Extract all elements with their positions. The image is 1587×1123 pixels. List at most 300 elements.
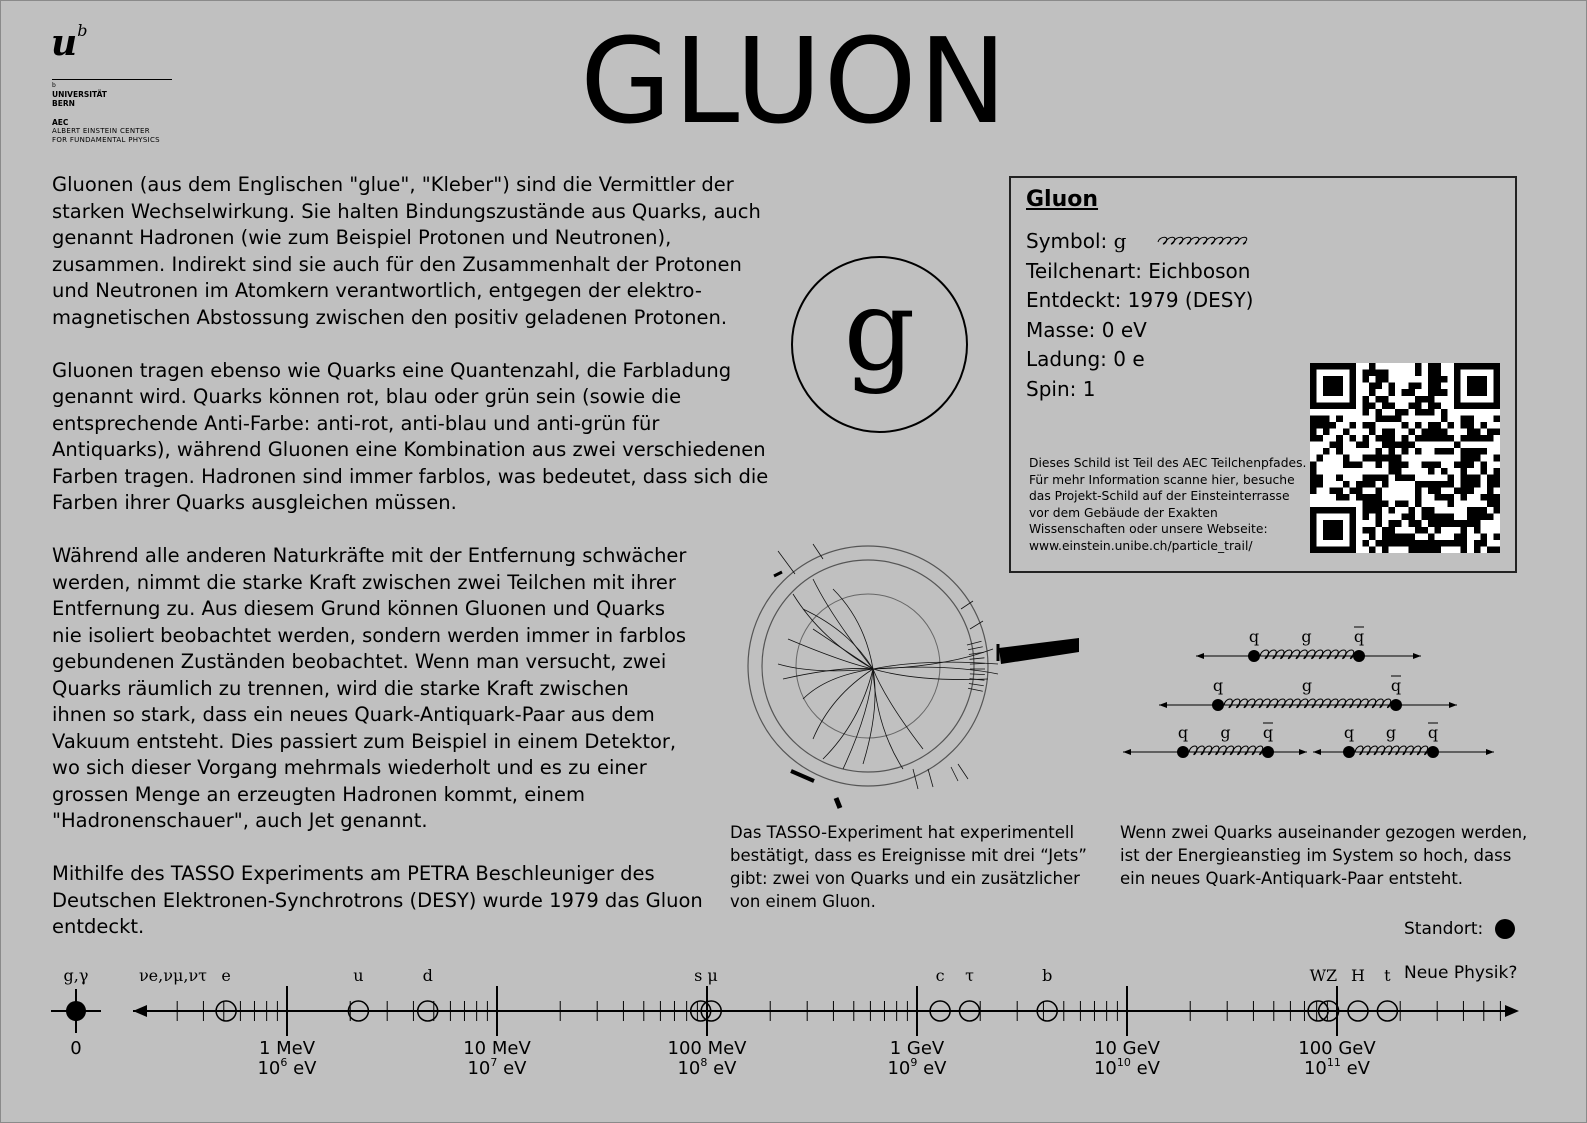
calorimeter-spike (970, 674, 985, 675)
power-label: $10^6$ eV (257, 1056, 317, 1079)
qr-module (1493, 494, 1500, 501)
qr-module (1415, 383, 1422, 390)
qr-module (1428, 389, 1435, 396)
qr-module (1408, 429, 1415, 436)
qr-module (1395, 442, 1402, 449)
qr-module (1395, 474, 1402, 481)
qr-module (1421, 429, 1428, 436)
qr-module (1356, 494, 1363, 501)
qr-module (1415, 402, 1422, 409)
qr-module (1493, 474, 1500, 481)
qr-module (1362, 442, 1369, 449)
gluon-label: g (1301, 627, 1312, 646)
logo-b: b (77, 21, 88, 40)
qr-module (1454, 540, 1461, 547)
qr-module (1395, 455, 1402, 462)
bottom-quark-label: b (1042, 966, 1053, 985)
qr-module (1415, 501, 1422, 508)
qr-module (1389, 383, 1396, 390)
qr-module (1356, 487, 1363, 494)
qr-module (1336, 435, 1343, 442)
gluon-line (1260, 650, 1354, 659)
qr-module (1428, 481, 1435, 488)
info-symbol-label: Symbol: (1026, 229, 1114, 253)
qr-module (1428, 376, 1435, 383)
info-symbol-line (1026, 226, 1126, 256)
qr-module (1382, 376, 1389, 383)
qr-module (1336, 442, 1343, 449)
qr-module (1434, 383, 1441, 390)
qr-module (1382, 501, 1389, 508)
qr-module (1461, 481, 1468, 488)
qr-module (1434, 429, 1441, 436)
qr-module (1434, 363, 1441, 370)
qr-module (1323, 422, 1330, 429)
qr-module (1461, 533, 1468, 540)
qr-module (1376, 396, 1383, 403)
calorimeter-spike (968, 688, 983, 691)
qr-module (1402, 540, 1409, 547)
qr-module (1467, 520, 1474, 527)
qr-module (1434, 494, 1441, 501)
qr-module (1480, 494, 1487, 501)
qr-module (1317, 474, 1324, 481)
qr-module (1480, 514, 1487, 521)
qr-module (1428, 468, 1435, 475)
gluon-line-icon (1156, 233, 1248, 249)
paragraph-intro: Gluonen (aus dem Englischen "glue", "Kleber") sind die Vermittler der starken Wechselwirkung. Sie halten Bindungszustände aus Quarks, auch genannt Hadronen (wie zum Beispiel Protonen und Neutronen), zusammen. Indirekt sind sie auch für den Zusammenhalt der Protonen und Neutronen im Atomkern verantwortlich, entgegen der elektro- magnetischen Abstossung zwischen den positiv geladenen Protonen. (52, 173, 761, 329)
qr-module (1317, 422, 1324, 429)
quark-label: q (1343, 723, 1355, 742)
qr-module (1493, 481, 1500, 488)
qr-module (1408, 540, 1415, 547)
qr-module (1395, 501, 1402, 508)
qr-module (1349, 461, 1356, 468)
qr-module (1376, 540, 1383, 547)
logo-small-b: b (52, 82, 56, 89)
qr-module (1448, 494, 1455, 501)
qr-module (1362, 514, 1369, 521)
qr-module (1448, 474, 1455, 481)
qr-module (1310, 435, 1317, 442)
qr-module (1382, 415, 1389, 422)
qr-module (1415, 540, 1422, 547)
qr-module (1467, 415, 1474, 422)
particle-track (833, 589, 873, 669)
energy-label: 100 GeV (1298, 1038, 1376, 1059)
qr-module (1448, 514, 1455, 521)
qr-module (1461, 448, 1468, 455)
qr-module (1389, 442, 1396, 449)
antiquark-dot (1427, 746, 1439, 758)
qr-module (1402, 442, 1409, 449)
neutrino-label: νe,νμ,ντ (138, 966, 208, 985)
qr-module (1395, 540, 1402, 547)
qr-module (1376, 415, 1383, 422)
gluon-line (1189, 746, 1263, 755)
qr-module (1395, 461, 1402, 468)
qr-module (1428, 546, 1435, 553)
qr-module (1487, 481, 1494, 488)
qr-module (1441, 415, 1448, 422)
qr-module (1434, 520, 1441, 527)
massless-boson-label: g,γ (63, 966, 89, 985)
qr-module (1421, 481, 1428, 488)
qr-module (1454, 442, 1461, 449)
qr-module (1487, 514, 1494, 521)
qr-module (1402, 474, 1409, 481)
qr-module (1415, 448, 1422, 455)
qr-module (1369, 474, 1376, 481)
qr-module (1323, 415, 1330, 422)
qr-module (1395, 533, 1402, 540)
qr-module (1369, 533, 1376, 540)
qr-module (1362, 422, 1369, 429)
strange-muon-label: s μ (694, 966, 718, 985)
qr-module (1310, 474, 1317, 481)
zero-label: 0 (70, 1038, 82, 1059)
qr-module (1382, 442, 1389, 449)
qr-module (1467, 481, 1474, 488)
info-symbol-value: g (1113, 229, 1127, 253)
qr-module (1395, 415, 1402, 422)
qr-module (1434, 422, 1441, 429)
mass-scale (41, 961, 1541, 1091)
antiquark-label: q (1390, 676, 1402, 695)
qr-module (1362, 481, 1369, 488)
calorimeter-spike (913, 769, 918, 789)
qr-module (1441, 468, 1448, 475)
energy-label: 1 MeV (258, 1038, 316, 1059)
qr-module (1369, 494, 1376, 501)
qr-module (1428, 383, 1435, 390)
qr-module (1389, 429, 1396, 436)
energy-label: 100 MeV (667, 1038, 747, 1059)
calorimeter-spike (969, 683, 984, 685)
quark-label: q (1248, 627, 1260, 646)
info-mass: Masse: 0 eV (1026, 318, 1147, 342)
qr-module (1487, 487, 1494, 494)
qr-module (1362, 435, 1369, 442)
qr-module (1402, 435, 1409, 442)
qr-module (1330, 422, 1337, 429)
qr-module (1415, 422, 1422, 429)
jet-energy-bar (999, 638, 1079, 664)
massless-marker (66, 1001, 86, 1021)
qr-module (1330, 487, 1337, 494)
page-title: GLUON (580, 12, 1009, 150)
qr-module (1441, 514, 1448, 521)
qr-module (1428, 370, 1435, 377)
qr-module (1402, 501, 1409, 508)
qr-module (1480, 468, 1487, 475)
qr-module (1402, 409, 1409, 416)
qr-module (1434, 487, 1441, 494)
qr-module (1395, 520, 1402, 527)
event-caption: Das TASSO-Experiment hat experimentell bestätigt, dass es Ereignisse mit drei “Jets” gibt: zwei von Quarks und ein zusätzlicher von einem Gluon. (730, 823, 1087, 911)
qr-module (1461, 520, 1468, 527)
qr-module (1434, 546, 1441, 553)
qr-module (1474, 455, 1481, 462)
qr-module (1395, 409, 1402, 416)
qr-module (1480, 533, 1487, 540)
qr-module (1395, 468, 1402, 475)
arrow-head (1123, 749, 1131, 755)
qr-module (1474, 527, 1481, 534)
qr-module (1382, 527, 1389, 534)
qr-module (1474, 540, 1481, 547)
qr-module (1362, 501, 1369, 508)
qr-module (1336, 494, 1343, 501)
qr-module (1480, 422, 1487, 429)
qr-module (1434, 461, 1441, 468)
particle-track (813, 629, 873, 669)
qr-module (1448, 540, 1455, 547)
qr-module (1362, 527, 1369, 534)
qr-module (1376, 448, 1383, 455)
gluon-label: g (1301, 676, 1313, 695)
info-type: Teilchenart: Eichboson (1026, 259, 1251, 283)
qr-module (1362, 402, 1369, 409)
qr-module (1428, 540, 1435, 547)
qr-module (1336, 448, 1343, 455)
qr-module (1317, 435, 1324, 442)
energy-label: 10 GeV (1094, 1038, 1160, 1059)
qr-module (1428, 507, 1435, 514)
particle-track (788, 639, 873, 669)
paragraph-color-charge: Gluonen tragen ebenso wie Quarks eine Quantenzahl, die Farbladung genannt wird. Quarks können rot, blau oder grün sein (sowie die entsprechende Anti-Farbe: anti-rot, anti-blau und anti-grün für Antiquarks), während Gluonen eine Kombination aus zwei verschiedenen Farben tragen. Hadronen sind immer farblos, was bedeutet, dass sich die Farben ihrer Quarks ausgleichen müssen. (52, 358, 769, 514)
qr-module (1434, 376, 1441, 383)
qr-module (1434, 448, 1441, 455)
qr-module (1389, 448, 1396, 455)
qr-module (1362, 376, 1369, 383)
calorimeter-spike (970, 663, 985, 664)
qr-module (1408, 442, 1415, 449)
qr-module (1362, 409, 1369, 416)
qr-module (1362, 396, 1369, 403)
qr-module (1467, 422, 1474, 429)
antiquark-label: q (1262, 723, 1274, 742)
qr-module (1434, 370, 1441, 377)
tasso-event-display (736, 536, 1096, 816)
arrow-head (1413, 653, 1421, 659)
qr-module (1428, 409, 1435, 416)
qr-module (1421, 546, 1428, 553)
particle-track (803, 609, 873, 669)
qr-module (1382, 396, 1389, 403)
qr-module (1487, 435, 1494, 442)
qr-module (1415, 546, 1422, 553)
qr-module (1323, 429, 1330, 436)
qr-module (1402, 448, 1409, 455)
quark-dot (1212, 699, 1224, 711)
location-label: Standort: (1404, 919, 1484, 939)
qr-module (1434, 389, 1441, 396)
energy-label: 1 GeV (889, 1038, 945, 1059)
qr-module (1467, 448, 1474, 455)
qr-module (1382, 546, 1389, 553)
qr-module (1408, 402, 1415, 409)
calorimeter-spike (968, 647, 983, 650)
qr-module (1369, 422, 1376, 429)
quark-dot (1248, 650, 1260, 662)
logo-university-name: UNIVERSITÄT BERN (52, 90, 107, 108)
qr-module (1310, 487, 1317, 494)
power-label: $10^9$ eV (887, 1056, 947, 1079)
qr-module (1408, 507, 1415, 514)
qr-module (1487, 494, 1494, 501)
qr-module (1336, 415, 1343, 422)
antiquark-label: q (1353, 627, 1365, 646)
qr-module (1461, 415, 1468, 422)
charm-quark-label: c (935, 966, 945, 985)
qr-module (1474, 481, 1481, 488)
arrow-head (1159, 702, 1167, 708)
arrow-head (1196, 653, 1204, 659)
qr-module (1448, 481, 1455, 488)
qr-module (1461, 540, 1468, 547)
down-quark-label: d (422, 966, 433, 985)
qr-module (1480, 540, 1487, 547)
info-charge: Ladung: 0 e (1026, 347, 1145, 371)
qr-module (1421, 409, 1428, 416)
qr-module (1454, 487, 1461, 494)
qr-module (1441, 520, 1448, 527)
power-label: $10^7$ eV (467, 1056, 527, 1079)
qr-module (1421, 540, 1428, 547)
up-quark-label: u (353, 966, 364, 985)
gluon-line (1355, 746, 1428, 755)
calorimeter-hit (774, 572, 782, 576)
qr-module (1428, 402, 1435, 409)
arrow-head (1486, 749, 1494, 755)
qr-module (1362, 494, 1369, 501)
qr-module (1474, 429, 1481, 436)
qr-module (1376, 501, 1383, 508)
qr-module (1382, 455, 1389, 462)
qr-module (1467, 429, 1474, 436)
qr-module (1343, 429, 1350, 436)
qr-module (1389, 435, 1396, 442)
higgs-label: H (1351, 966, 1365, 985)
qr-module (1441, 429, 1448, 436)
qr-module (1343, 494, 1350, 501)
qr-module (1382, 429, 1389, 436)
calorimeter-spike (951, 767, 958, 781)
qr-module (1376, 376, 1383, 383)
big-symbol: g (843, 266, 916, 396)
qr-module (1448, 448, 1455, 455)
gluon-label: g (1385, 723, 1397, 742)
qr-module (1376, 507, 1383, 514)
qr-module (1369, 501, 1376, 508)
qr-module (1336, 474, 1343, 481)
qr-module (1493, 507, 1500, 514)
qr-module (1434, 435, 1441, 442)
qr-module (1434, 540, 1441, 547)
qr-module (1369, 402, 1376, 409)
qr-module (1369, 363, 1376, 370)
qr-module (1428, 363, 1435, 370)
qr-module (1461, 494, 1468, 501)
particle-track (873, 667, 998, 674)
info-particle-name: Gluon (1026, 187, 1099, 212)
qr-module (1428, 422, 1435, 429)
qr-module (1376, 487, 1383, 494)
power-label: $10^8$ eV (677, 1056, 737, 1079)
qr-module (1474, 546, 1481, 553)
qr-module (1343, 481, 1350, 488)
qr-module (1356, 481, 1363, 488)
qr-module (1454, 461, 1461, 468)
qr-code[interactable] (1310, 363, 1500, 553)
qr-module (1382, 402, 1389, 409)
qr-module (1362, 455, 1369, 462)
qr-module (1441, 409, 1448, 416)
qr-module (1448, 501, 1455, 508)
qr-module (1441, 389, 1448, 396)
qr-module (1493, 415, 1500, 422)
qr-module (1434, 481, 1441, 488)
qr-module (1382, 370, 1389, 377)
qr-module (1376, 514, 1383, 521)
qr-module (1349, 487, 1356, 494)
qr-module (1349, 435, 1356, 442)
tau-label: τ (965, 966, 974, 985)
qr-module (1362, 507, 1369, 514)
location-dot (1495, 919, 1515, 939)
qr-module (1461, 487, 1468, 494)
gluon-label: g (1220, 723, 1231, 742)
qr-module (1467, 474, 1474, 481)
qr-module (1389, 389, 1396, 396)
qr-module (1389, 402, 1396, 409)
qr-module (1467, 514, 1474, 521)
qr-module (1461, 546, 1468, 553)
logo-aec: AEC (52, 118, 69, 127)
qr-module (1474, 520, 1481, 527)
qr-module (1408, 514, 1415, 521)
qr-module (1382, 435, 1389, 442)
quark-label: q (1212, 676, 1224, 695)
qr-module (1454, 520, 1461, 527)
qr-module (1421, 435, 1428, 442)
qr-module (1310, 468, 1317, 475)
calorimeter-hit (836, 798, 840, 808)
qr-module (1369, 507, 1376, 514)
qr-module (1310, 429, 1317, 436)
qr-module (1428, 396, 1435, 403)
qr-module (1467, 435, 1474, 442)
qr-module (1376, 461, 1383, 468)
qr-module (1402, 533, 1409, 540)
calorimeter-spike (958, 764, 968, 779)
quark-dot (1177, 746, 1189, 758)
particle-track (803, 669, 873, 699)
quark-pair-diagram (1111, 621, 1511, 771)
qr-module (1310, 415, 1317, 422)
qr-module (1480, 435, 1487, 442)
quark-dot (1343, 746, 1355, 758)
qr-module (1356, 461, 1363, 468)
qr-module (1461, 455, 1468, 462)
qr-module (1408, 533, 1415, 540)
qr-module (1428, 520, 1435, 527)
qr-module (1480, 448, 1487, 455)
qr-module (1428, 461, 1435, 468)
qr-module (1369, 455, 1376, 462)
qr-module (1474, 435, 1481, 442)
